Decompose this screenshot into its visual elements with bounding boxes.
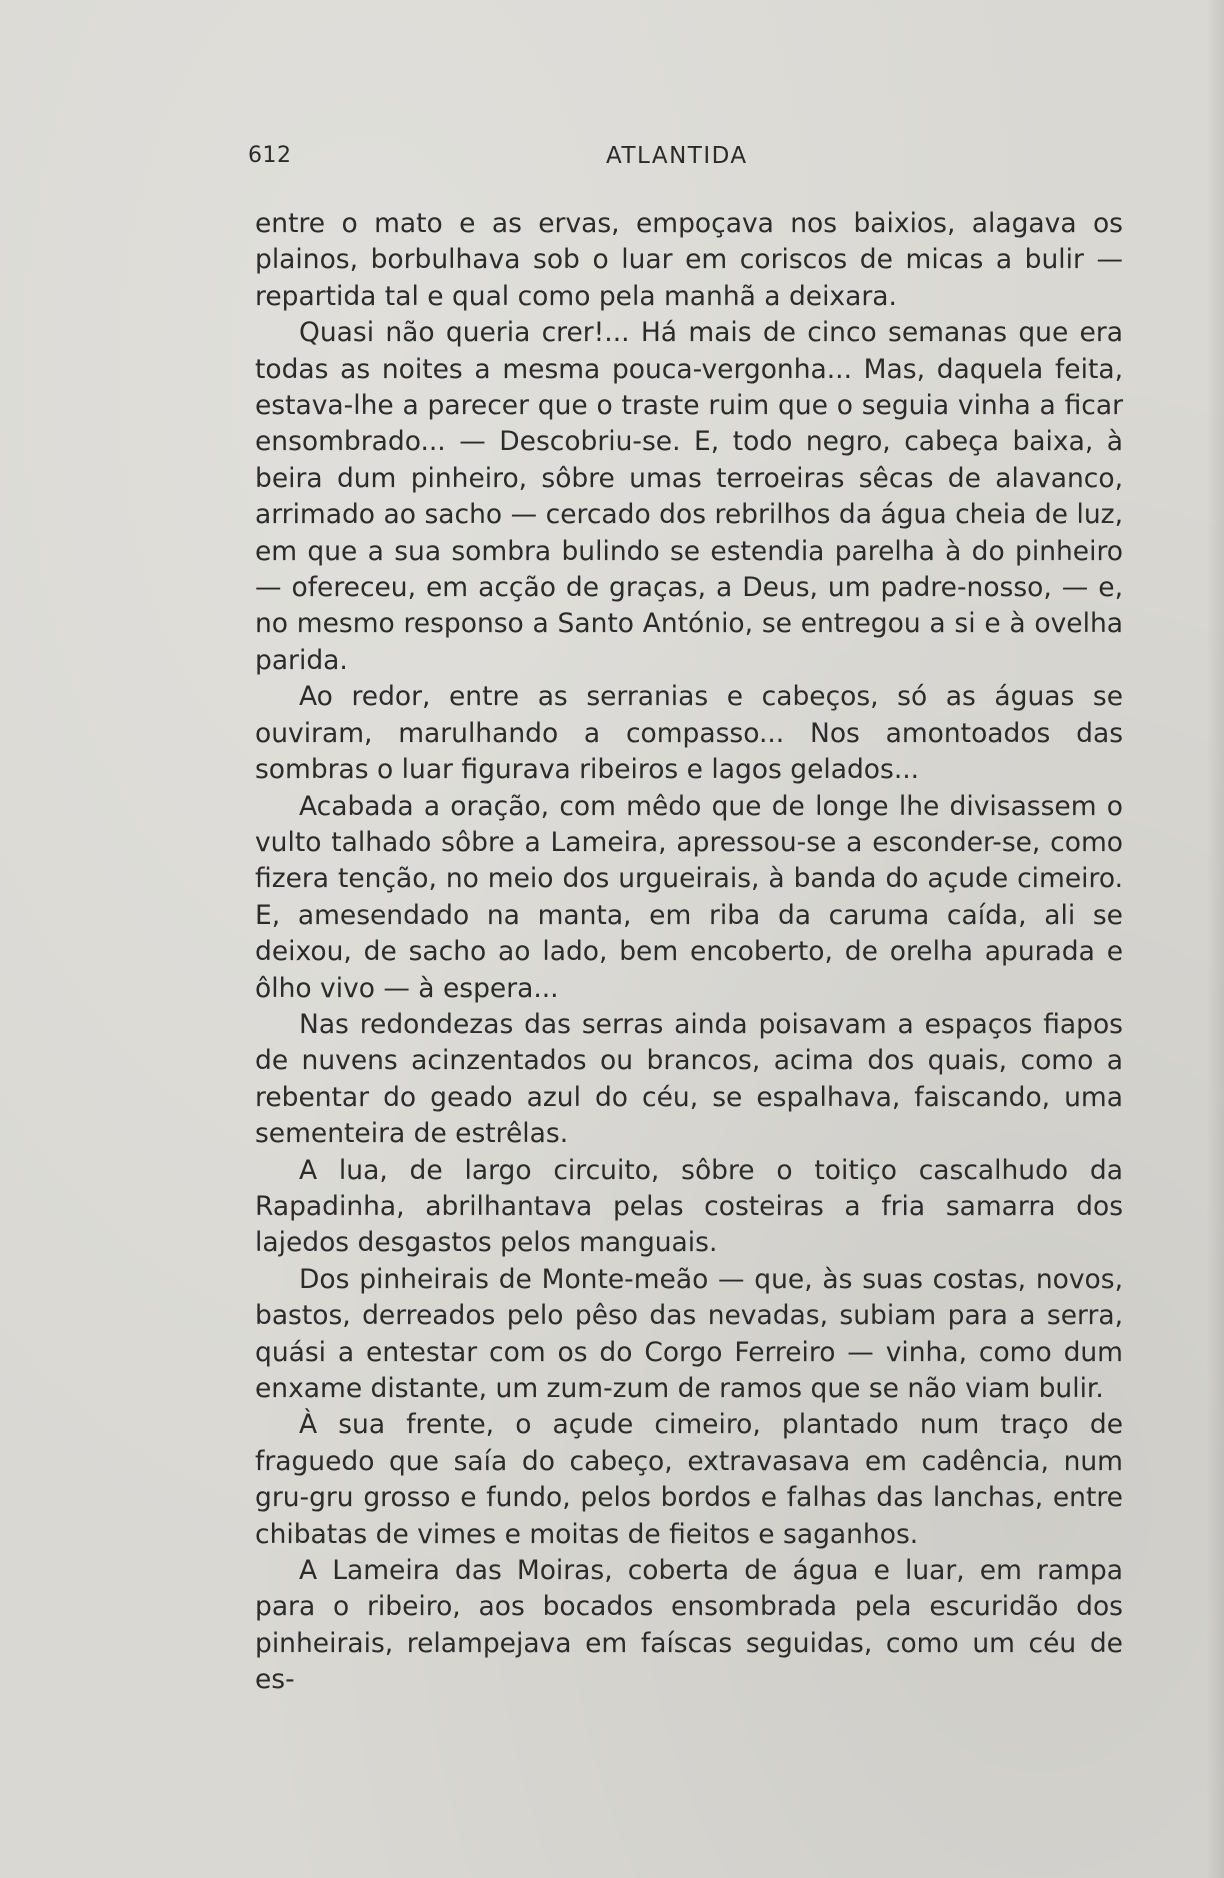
paragraph: A lua, de largo circuito, sôbre o toitiço cascalhudo da Rapadinha, abrilhantava pelas costeiras a fria samarra dos lajedos desgastos pelos manguais. xyxy=(255,1154,1123,1259)
paragraph: Quasi não queria crer!... Há mais de cinco semanas que era todas as noites a mesma pouca-vergonha... Mas, daquela feita, estava-lhe a parecer que o traste ruim que o seguia vinha a ficar ensombrado... — Descobriu-se. E, todo negro, cabeça baixa, à beira dum pinheiro, sôbre umas terroeiras sêcas de alavanco, arrimado ao sacho — cercado dos rebrilhos da água cheia de luz, em que a sua sombra bulindo se estendia parelha à do pinheiro — ofereceu, em acção de graças, a Deus, um padre-nosso, — e, no mesmo responso a Santo António, se entregou a si e à ovelha parida. xyxy=(255,317,1123,676)
page-number: 612 xyxy=(248,143,292,168)
page-header xyxy=(248,143,1128,173)
page-edge-shadow xyxy=(1206,0,1224,1878)
paragraph: À sua frente, o açude cimeiro, plantado num traço de fraguedo que saía do cabeço, extravasava em cadência, num gru-gru grosso e fundo, pelos bordos e falhas das lanchas, entre chibatas de vimes e moitas de fieitos e saganhos. xyxy=(255,1409,1123,1550)
paragraph: Nas redondezas das serras ainda poisavam a espaços fiapos de nuvens acinzentados ou brancos, acima dos quais, como a rebentar do geado azul do céu, se espalhava, faiscando, uma sementeira de estrêlas. xyxy=(255,1008,1123,1150)
body-text xyxy=(255,206,1123,1699)
running-title: ATLANTIDA xyxy=(606,143,748,169)
paragraph: A Lameira das Moiras, coberta de água e luar, em rampa para o ribeiro, aos bocados ensombrada pela escuridão dos pinheirais, relampejava em faíscas seguidas, como um céu de es- xyxy=(255,1555,1123,1696)
paragraph: Dos pinheirais de Monte-meão — que, às suas costas, novos, bastos, derreados pelo pêso das nevadas, subiam para a serra, quási a entestar com os do Corgo Ferreiro — vinha, como dum enxame distante, um zum-zum de ramos que se não viam bulir. xyxy=(255,1263,1123,1404)
paragraph: Ao redor, entre as serranias e cabeços, só as águas se ouviram, marulhando a compasso... Nos amontoados das sombras o luar figurava ribeiros e lagos gelados... xyxy=(255,681,1123,786)
paragraph: Acabada a oração, com mêdo que de longe lhe divisassem o vulto talhado sôbre a Lameira, apressou-se a esconder-se, como fizera tenção, no meio dos urgueirais, à banda do açude cimeiro. E, amesendado na manta, em riba da caruma caída, ali se deixou, de sacho ao lado, bem encoberto, de orelha apurada e ôlho vivo — à espera... xyxy=(255,790,1123,1004)
paragraph: entre o mato e as ervas, empoçava nos baixios, alagava os plainos, borbulhava sob o luar em coriscos de micas a bulir — repartida tal e qual como pela manhã a deixara. xyxy=(255,208,1123,312)
